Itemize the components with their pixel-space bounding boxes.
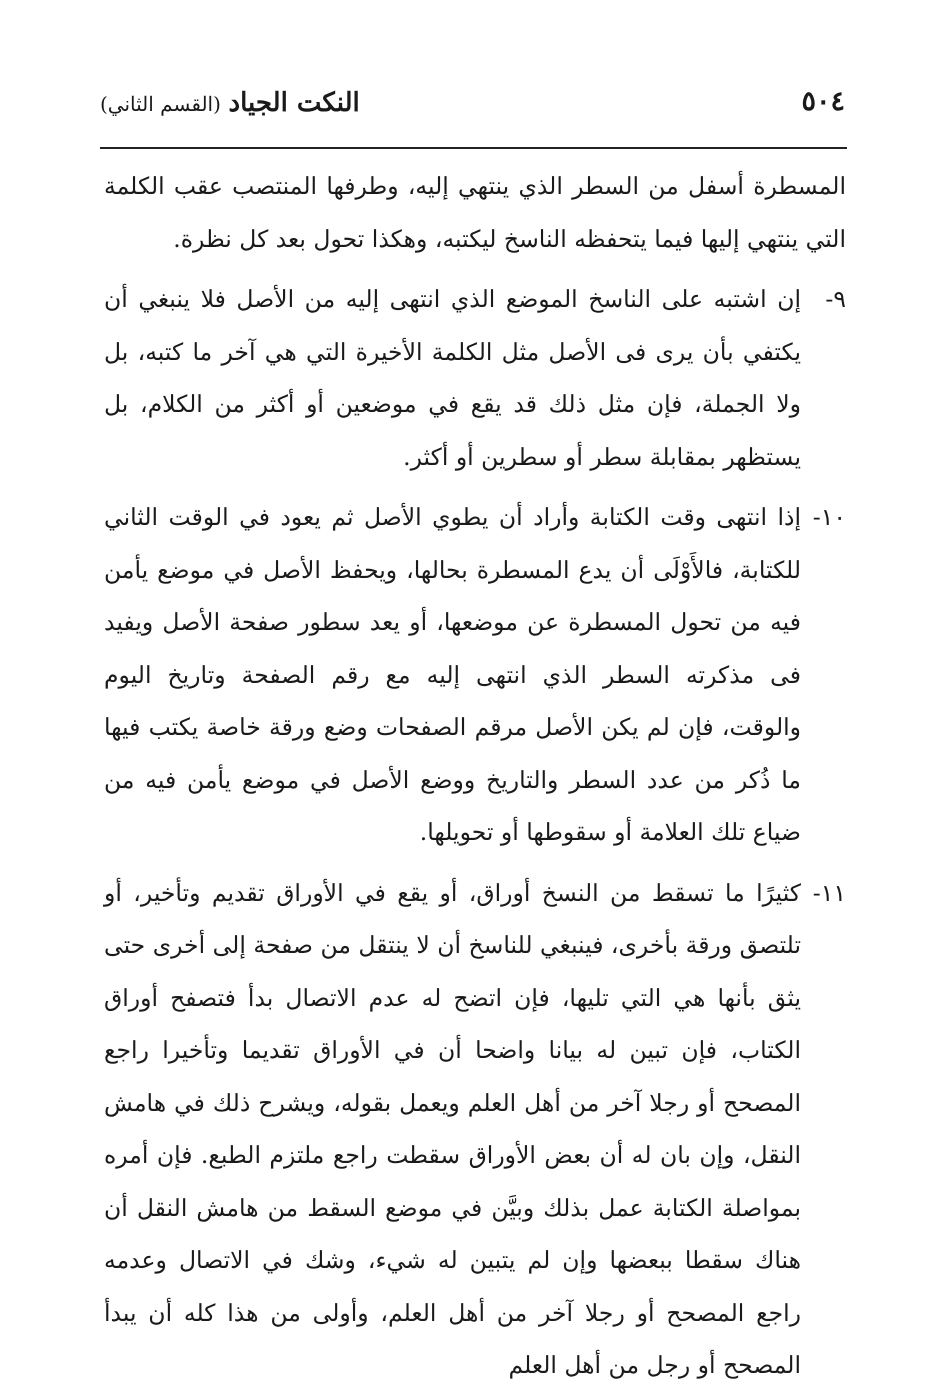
item-text: كثيرًا ما تسقط من النسخ أوراق، أو يقع في الأوراق تقديم وتأخير، أو تلتصق ورقة بأخرى، فينبغي للناسخ أن لا ينتقل من صفحة إلى أخرى حتى يثق بأنها هي التي تليها، فإن اتضح له عدم الاتصال بدأ فتصفح أوراق الكتاب، فإن تبين له بيانا واضحا أن في الأوراق تقديما وتأخيرا راجع المصحح أو رجلا آخر من أهل العلم ويعمل بقوله، ويشرح ذلك في هامش النقل، وإن بان له أن بعض الأوراق سقطت راجع ملتزم الطبع. فإن أمره بمواصلة الكتابة عمل بذلك وبيَّن في موضع السقط من هامش النقل أن هناك سقطا ببعضها وإن لم يتبين له شيء، وشك في الاتصال وعدمه راجع المصحح أو رجلا آخر من أهل العلم، وأولى من هذا كله أن يبدأ المصحح أو رجل من أهل العلم (104, 878, 801, 1379)
page-header (100, 84, 845, 124)
item-text: إن اشتبه على الناسخ الموضع الذي انتهى إليه من الأصل فلا ينبغي أن يكتفي بأن يرى فى الأصل مثل الكلمة الأخيرة التي هي آخر ما كتبه، بل ولا الجملة، فإن مثل ذلك قد يقع في موضعين أو أكثر من الكلام، بل يستظهر بمقابلة سطر أو سطرين أو أكثر. (104, 285, 801, 471)
section-label: (القسم الثاني) (100, 92, 221, 116)
page-body (104, 160, 846, 1392)
list-item-10 (104, 491, 846, 859)
running-title (100, 88, 360, 118)
page-number: ٥٠٤ (801, 86, 845, 117)
list-item-9 (104, 273, 846, 483)
item-number: ٩- (825, 285, 846, 313)
item-number: ١٠- (812, 503, 846, 531)
item-text: إذا انتهى وقت الكتابة وأراد أن يطوي الأصل ثم يعود في الوقت الثاني للكتابة، فالأَوْلَى أن يدع المسطرة بحالها، ويحفظ الأصل في موضع يأمن فيه من تحول المسطرة عن موضعها، أو يعد سطور صفحة الأصل ويفيد فى مذكرته السطر الذي انتهى إليه مع رقم الصفحة وتاريخ اليوم والوقت، فإن لم يكن الأصل مرقم الصفحات وضع ورقة خاصة يكتب فيها ما ذُكر من عدد السطر والتاريخ ووضع الأصل في موضع يأمن فيه من ضياع تلك العلامة أو سقوطها أو تحويلها. (104, 503, 801, 846)
header-rule (100, 147, 847, 149)
item-number: ١١- (812, 878, 846, 907)
book-title: النكت الجياد (228, 88, 360, 118)
list-item-11 (104, 867, 846, 1392)
continuation-paragraph: المسطرة أسفل من السطر الذي ينتهي إليه، وطرفها المنتصب عقب الكلمة التي ينتهي إليها فيما يتحفظه الناسخ ليكتبه، وهكذا تحول بعد كل نظرة. (104, 172, 846, 253)
